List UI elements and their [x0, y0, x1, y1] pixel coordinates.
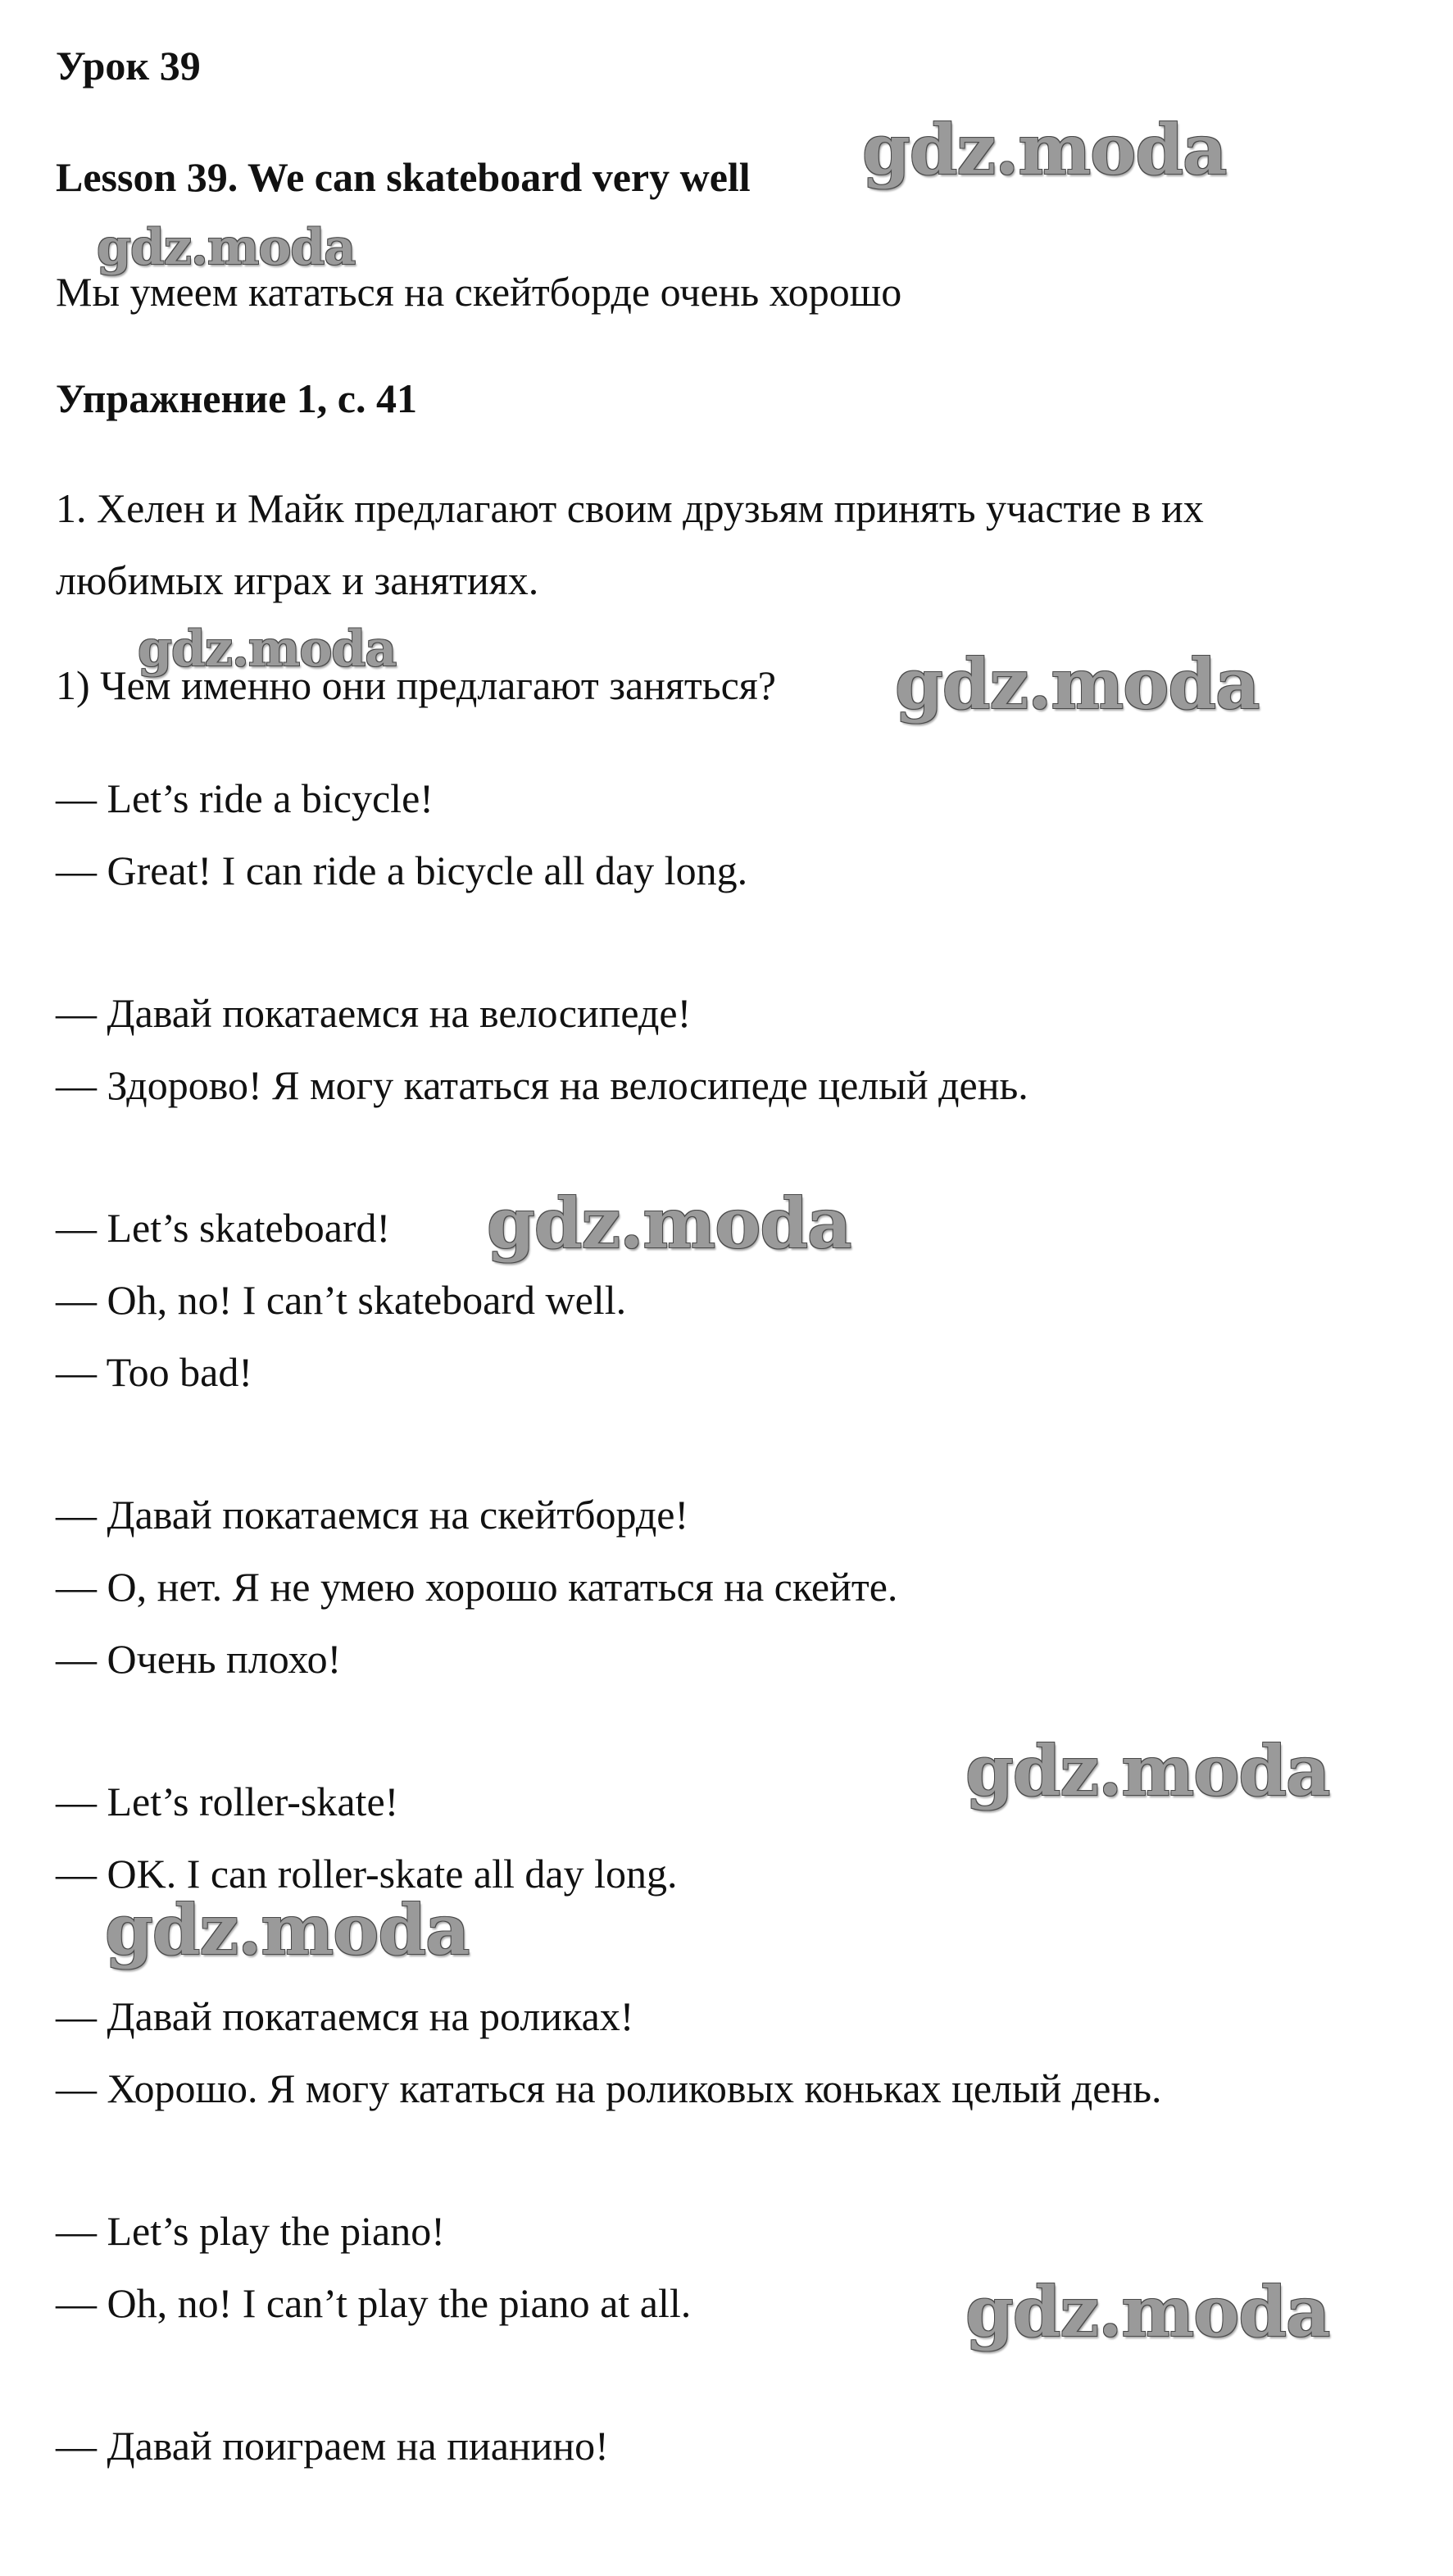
task-text-line-1: 1. Хелен и Майк предлагают своим друзьям принять участие в их [56, 485, 1204, 531]
watermark: gdz.moda [97, 219, 356, 276]
watermark: gdz.moda [138, 620, 397, 678]
watermark: gdz.moda [965, 1730, 1330, 1811]
dialogue-line: — Хорошо. Я могу кататься на роликовых коньках целый день. [56, 2065, 1162, 2111]
dialogue-line: — Давай покатаемся на велосипеде! [56, 990, 692, 1036]
dialogue-line: — Oh, no! I can’t play the piano at all. [56, 2280, 692, 2326]
watermark: gdz.moda [105, 1889, 470, 1970]
dialogue-line: — Давай покатаемся на роликах! [56, 1993, 634, 2039]
exercise-heading: Упражнение 1, с. 41 [56, 375, 417, 421]
lesson-title-translation: Мы умеем кататься на скейтборде очень хорошо [56, 269, 902, 315]
watermark: gdz.moda [862, 109, 1227, 190]
dialogue-line: — Too bad! [56, 1349, 252, 1395]
dialogue-line: — Давай поиграем на пианино! [56, 2423, 609, 2469]
dialogue-line: — Let’s ride a bicycle! [56, 775, 434, 821]
watermark: gdz.moda [895, 643, 1260, 725]
dialogue-line: — Очень плохо! [56, 1636, 342, 1682]
task-text-line-2: любимых играх и занятиях. [56, 557, 539, 603]
lesson-number-heading: Урок 39 [56, 43, 201, 89]
dialogue-line: — Oh, no! I can’t skateboard well. [56, 1277, 627, 1323]
dialogue-line: — Здорово! Я могу кататься на велосипеде целый день. [56, 1062, 1028, 1108]
dialogue-line: — Давай покатаемся на скейтборде! [56, 1492, 689, 1538]
lesson-title-heading: Lesson 39. We can skateboard very well [56, 154, 751, 200]
dialogue-line: — OK. I can roller-skate all day long. [56, 1851, 678, 1897]
dialogue-line: — Let’s roller-skate! [56, 1779, 399, 1824]
watermark: gdz.moda [487, 1183, 851, 1264]
task-question: 1) Чем именно они предлагают заняться? [56, 662, 776, 708]
dialogue-line: — Let’s play the piano! [56, 2208, 445, 2254]
dialogue-line: — О, нет. Я не умею хорошо кататься на скейте. [56, 1564, 898, 1610]
watermark: gdz.moda [965, 2271, 1330, 2352]
dialogue-line: — Let’s skateboard! [56, 1205, 391, 1251]
dialogue-line: — Great! I can ride a bicycle all day long. [56, 847, 748, 893]
